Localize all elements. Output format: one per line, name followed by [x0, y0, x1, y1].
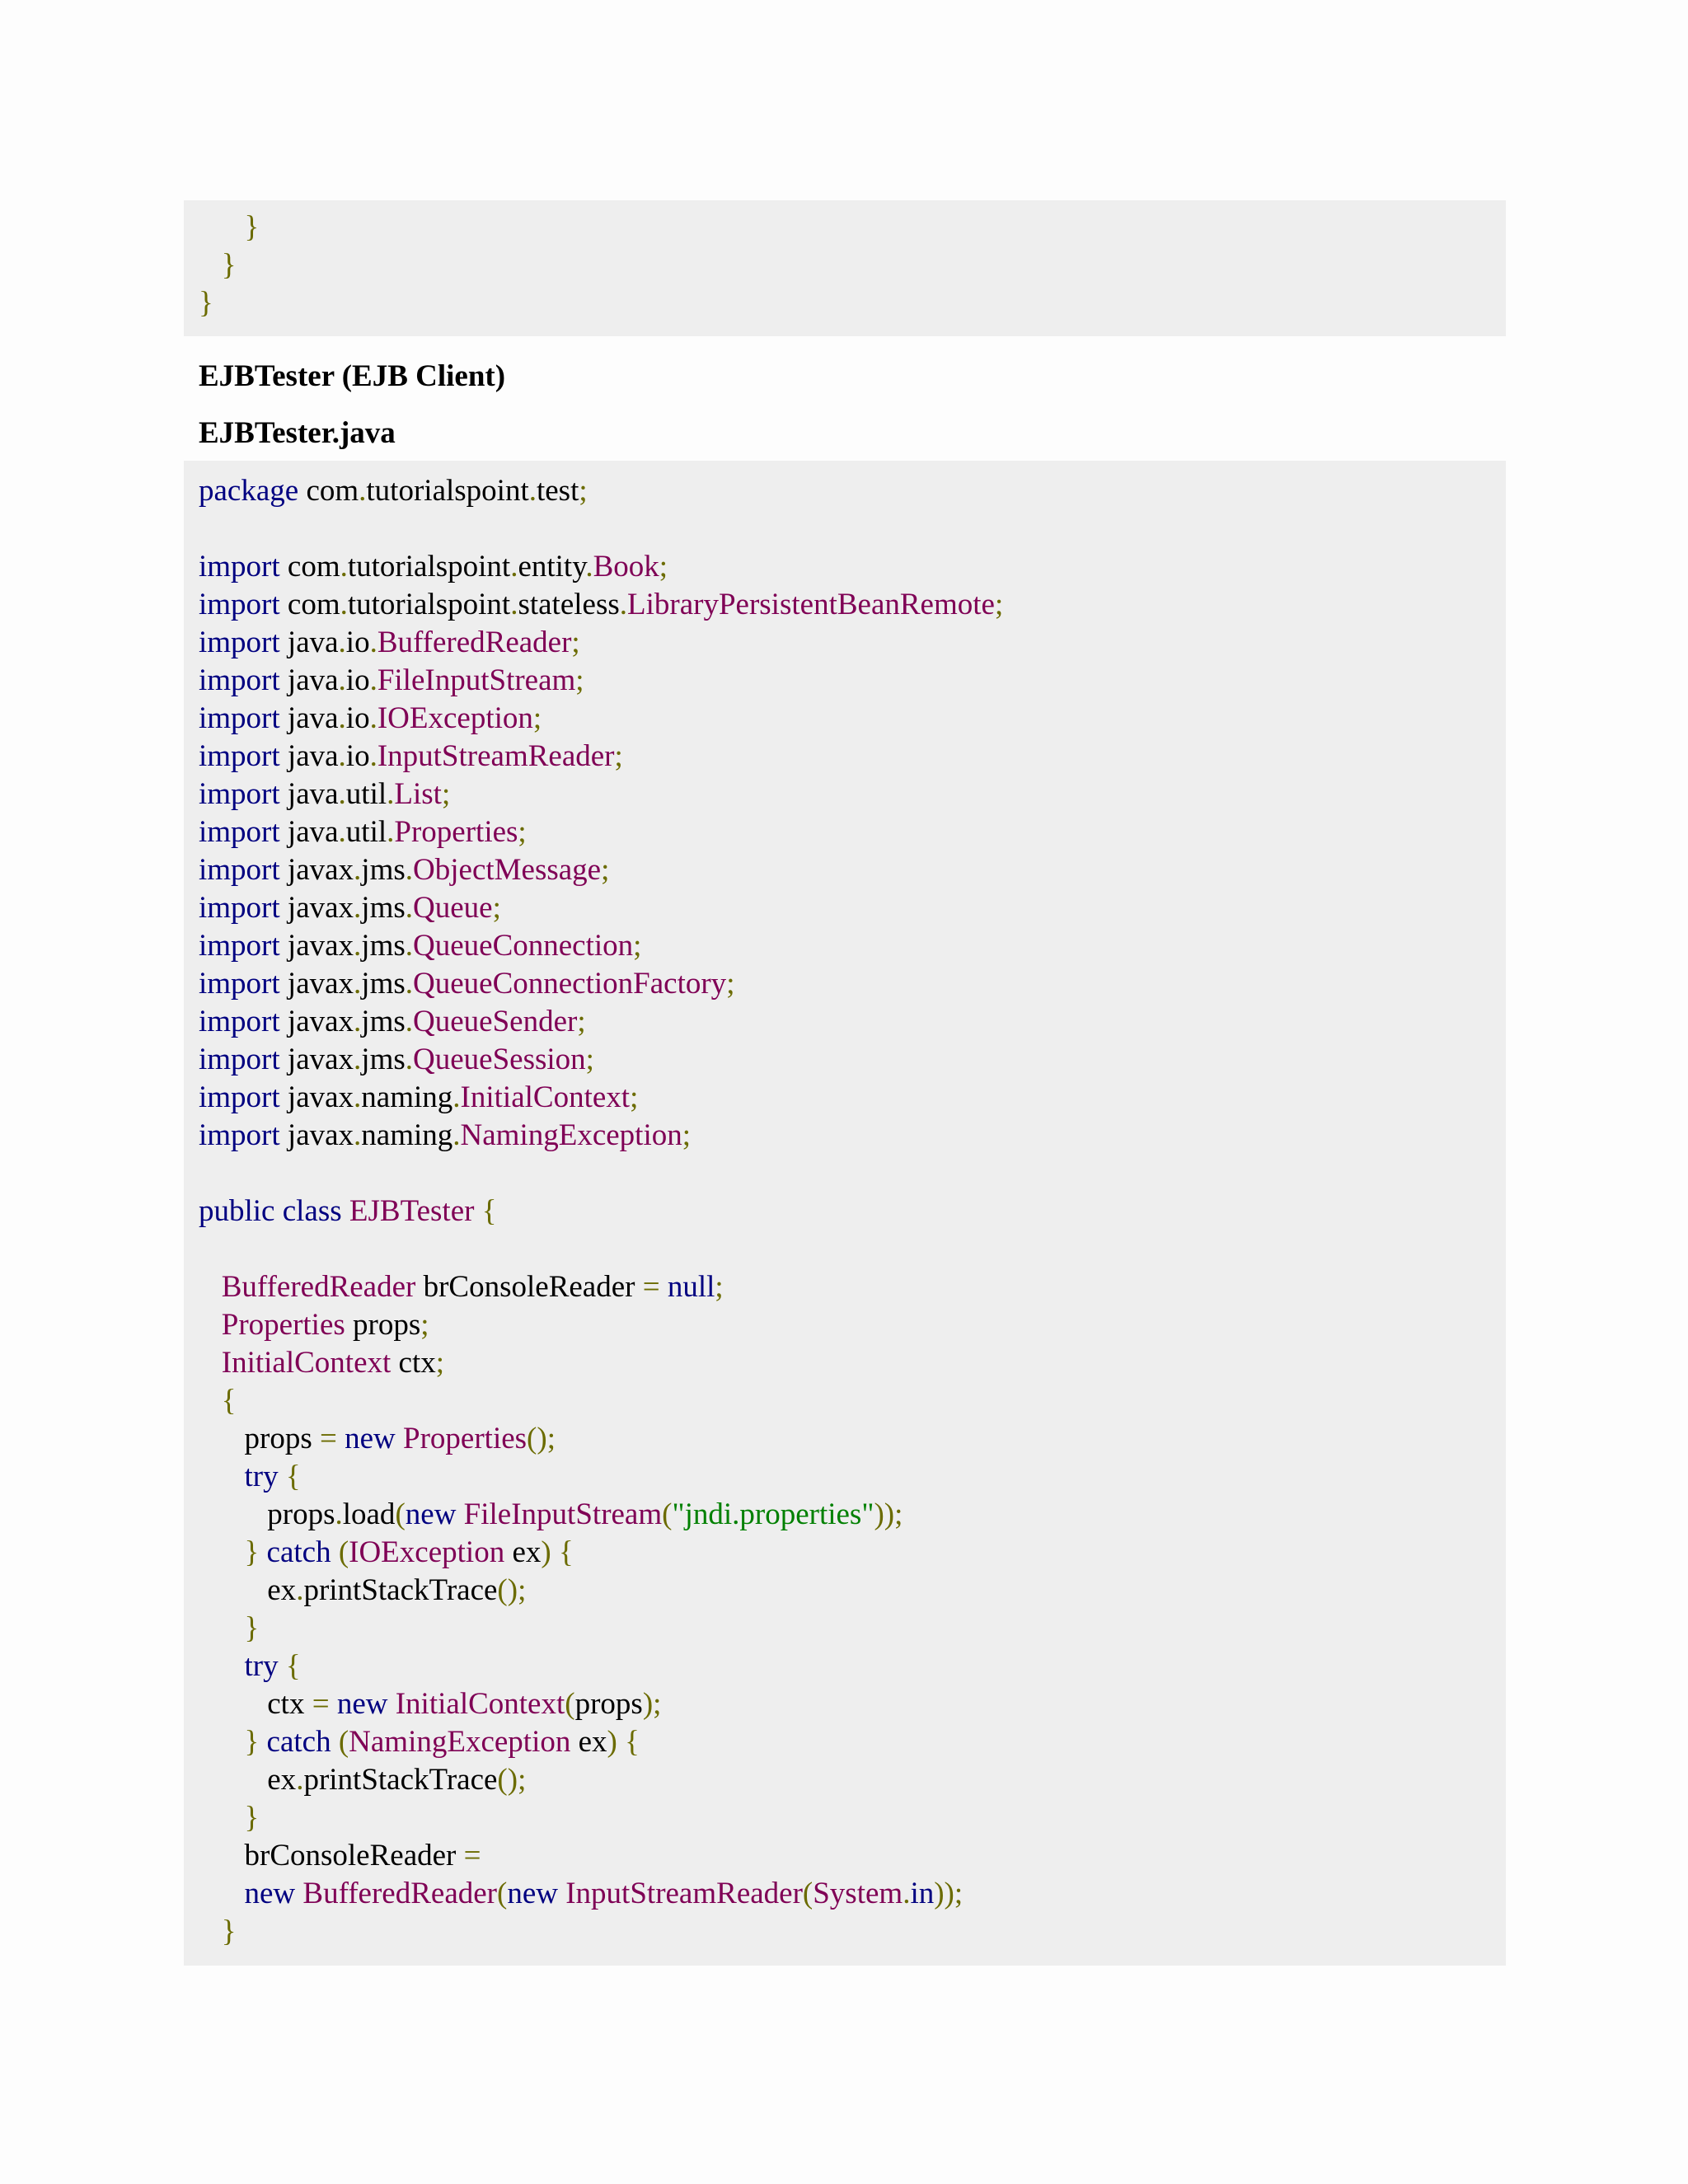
code-text: jms: [361, 967, 406, 1001]
code-text: printStackTrace: [303, 1763, 498, 1797]
code-keyword: new: [336, 1687, 388, 1721]
code-keyword: import: [199, 588, 280, 621]
code-punct: ;: [633, 929, 642, 963]
code-keyword: import: [199, 1043, 280, 1076]
code-punct: ));: [934, 1877, 964, 1910]
code-type: Queue: [413, 891, 493, 925]
code-text: [199, 1801, 245, 1835]
code-text: [199, 1308, 222, 1342]
code-punct: ;: [571, 626, 580, 659]
code-text: ex: [504, 1535, 542, 1569]
code-text: printStackTrace: [303, 1573, 498, 1607]
code-punct: .: [369, 701, 377, 735]
code-punct: .: [359, 474, 367, 508]
code-punct: .: [387, 777, 395, 811]
code-text: java: [279, 777, 339, 811]
code-keyword: import: [199, 929, 280, 963]
code-punct: =: [642, 1270, 660, 1304]
code-line: [199, 1420, 1506, 1458]
code-punct: .: [452, 1080, 461, 1114]
code-text: [396, 1422, 403, 1455]
code-punct: ;: [601, 853, 610, 887]
code-text: props: [345, 1308, 421, 1342]
code-punct: {: [481, 1194, 497, 1228]
code-text: [337, 1422, 345, 1455]
code-text: test: [536, 474, 579, 508]
code-keyword: import: [199, 967, 280, 1001]
code-text: [199, 1877, 245, 1910]
code-text: [199, 1611, 245, 1645]
code-punct: ();: [497, 1573, 527, 1607]
code-text: [259, 1725, 266, 1759]
code-text: io: [345, 626, 370, 659]
code-line: [199, 1647, 1506, 1685]
code-type: NamingException: [460, 1118, 682, 1152]
code-line: [199, 851, 1506, 889]
code-text: javax: [279, 1118, 354, 1152]
code-punct: {: [285, 1460, 301, 1493]
code-punct: {: [558, 1535, 574, 1569]
code-punct: ;: [614, 739, 623, 773]
code-punct: .: [405, 853, 414, 887]
code-text: util: [345, 777, 387, 811]
code-punct: .: [354, 853, 362, 887]
code-punct: .: [452, 1118, 461, 1152]
code-text: jms: [361, 853, 406, 887]
code-text: java: [279, 626, 339, 659]
code-text: [279, 1460, 286, 1493]
code-keyword: package: [199, 474, 299, 508]
code-punct: {: [625, 1725, 640, 1759]
code-punct: );: [642, 1687, 662, 1721]
code-text: [199, 1384, 222, 1418]
code-punct: .: [296, 1573, 304, 1607]
code-type: LibraryPersistentBeanRemote: [627, 588, 995, 621]
code-type: Book: [593, 550, 659, 583]
code-punct: =: [319, 1422, 337, 1455]
code-line: [199, 1458, 1506, 1496]
code-block-continuation: [184, 200, 1506, 336]
code-text: io: [345, 739, 370, 773]
code-keyword: catch: [266, 1535, 331, 1569]
code-line: [199, 813, 1506, 851]
code-text: naming: [361, 1118, 453, 1152]
code-punct: (: [338, 1725, 349, 1759]
code-type: IOException: [377, 701, 533, 735]
code-type: List: [394, 777, 442, 811]
code-text: [259, 1535, 266, 1569]
code-text: com: [279, 550, 340, 583]
code-punct: .: [510, 588, 518, 621]
code-punct: .: [354, 929, 362, 963]
code-block-ejbtester: [184, 461, 1506, 1966]
code-text: io: [345, 701, 370, 735]
code-line: [199, 965, 1506, 1003]
code-keyword: null: [667, 1270, 715, 1304]
code-line: [199, 1041, 1506, 1079]
code-type: Properties: [221, 1308, 345, 1342]
code-line: [199, 1155, 1506, 1193]
code-type: QueueSender: [413, 1005, 578, 1038]
code-line: [199, 927, 1506, 965]
code-line: [199, 1685, 1506, 1723]
code-keyword: import: [199, 777, 280, 811]
code-text: [199, 1346, 222, 1380]
code-line: [199, 776, 1506, 813]
code-punct: .: [296, 1763, 304, 1797]
code-type: FileInputStream: [463, 1497, 663, 1531]
code-punct: }: [221, 1915, 237, 1948]
code-type: InitialContext: [460, 1080, 631, 1114]
code-punct: .: [369, 739, 377, 773]
code-text: javax: [279, 1005, 354, 1038]
code-punct: ;: [630, 1080, 639, 1114]
code-type: FileInputStream: [377, 663, 576, 697]
code-text: java: [279, 815, 339, 849]
code-line: [199, 209, 1506, 246]
code-punct: .: [354, 1005, 362, 1038]
code-text: com: [298, 474, 359, 508]
code-line: [199, 1230, 1506, 1268]
code-text: java: [279, 739, 339, 773]
code-text: [199, 1460, 245, 1493]
code-type: BufferedReader: [377, 626, 572, 659]
code-line: [199, 700, 1506, 738]
code-text: brConsoleReader: [415, 1270, 643, 1304]
code-line: [199, 1913, 1506, 1951]
code-text: javax: [279, 1080, 354, 1114]
code-punct: ();: [497, 1763, 527, 1797]
code-line: [199, 1079, 1506, 1117]
code-type: IOException: [349, 1535, 505, 1569]
code-punct: (: [802, 1877, 814, 1910]
code-punct: .: [340, 550, 348, 583]
code-keyword: import: [199, 891, 280, 925]
code-punct: .: [338, 739, 346, 773]
code-keyword: in: [910, 1877, 935, 1910]
code-punct: (: [338, 1535, 349, 1569]
code-text: javax: [279, 1043, 354, 1076]
code-text: props: [199, 1422, 320, 1455]
code-line: [199, 1496, 1506, 1534]
code-line: [199, 1193, 1506, 1230]
code-keyword: import: [199, 663, 280, 697]
code-line: [199, 662, 1506, 700]
code-line: [199, 1799, 1506, 1837]
code-punct: ));: [874, 1497, 903, 1531]
code-punct: ;: [575, 663, 584, 697]
code-text: [558, 1877, 565, 1910]
code-punct: .: [369, 626, 377, 659]
code-text: [474, 1194, 481, 1228]
code-punct: ;: [715, 1270, 724, 1304]
code-type: Properties: [394, 815, 518, 849]
code-punct: ;: [585, 1043, 594, 1076]
code-punct: ;: [518, 815, 527, 849]
code-keyword: import: [199, 701, 280, 735]
code-text: props: [574, 1687, 643, 1721]
code-text: props: [199, 1497, 335, 1531]
code-string: "jndi.properties": [672, 1497, 874, 1531]
code-text: [551, 1535, 559, 1569]
code-text: [199, 1270, 222, 1304]
code-keyword: import: [199, 739, 280, 773]
code-line: [199, 472, 1506, 510]
code-text: [456, 1497, 463, 1531]
code-punct: .: [405, 1005, 414, 1038]
code-line: [199, 1723, 1506, 1761]
code-line: [199, 1610, 1506, 1647]
code-text: jms: [361, 1005, 406, 1038]
code-punct: }: [199, 210, 260, 244]
code-punct: ;: [726, 967, 735, 1001]
code-text: [199, 1725, 245, 1759]
code-line: [199, 246, 1506, 284]
code-keyword: import: [199, 1005, 280, 1038]
code-text: stateless: [518, 588, 620, 621]
code-keyword: import: [199, 626, 280, 659]
code-text: [199, 1915, 222, 1948]
code-text: [199, 1649, 245, 1683]
code-punct: ): [607, 1725, 617, 1759]
code-text: [387, 1687, 395, 1721]
code-type: InitialContext: [221, 1346, 392, 1380]
code-text: brConsoleReader: [199, 1839, 464, 1872]
code-punct: ): [541, 1535, 551, 1569]
file-name-heading: EJBTester.java: [199, 416, 396, 450]
code-text: com: [279, 588, 340, 621]
code-line: [199, 738, 1506, 776]
code-punct: ();: [527, 1422, 556, 1455]
code-text: [617, 1725, 625, 1759]
code-line: [199, 1534, 1506, 1572]
code-text: tutorialspoint: [347, 588, 511, 621]
code-text: [660, 1270, 668, 1304]
code-text: javax: [279, 891, 354, 925]
code-punct: }: [244, 1801, 260, 1835]
code-line: [199, 1382, 1506, 1420]
code-text: naming: [361, 1080, 453, 1114]
code-type: System: [813, 1877, 903, 1910]
code-punct: .: [354, 891, 362, 925]
code-punct: .: [354, 1118, 362, 1152]
section-heading-client: EJBTester (EJB Client): [199, 359, 506, 393]
code-punct: ;: [532, 701, 542, 735]
code-punct: (: [662, 1497, 673, 1531]
code-keyword: try: [244, 1460, 279, 1493]
code-punct: .: [354, 1043, 362, 1076]
code-type: InputStreamReader: [377, 739, 615, 773]
code-punct: =: [463, 1839, 481, 1872]
code-text: load: [342, 1497, 396, 1531]
code-text: [331, 1535, 339, 1569]
code-keyword: import: [199, 815, 280, 849]
code-text: javax: [279, 967, 354, 1001]
code-punct: (: [395, 1497, 406, 1531]
code-punct: =: [312, 1687, 330, 1721]
code-text: [331, 1725, 339, 1759]
code-line: [199, 1117, 1506, 1155]
code-line: [199, 1306, 1506, 1344]
code-line: [199, 889, 1506, 927]
code-line: [199, 1003, 1506, 1041]
code-punct: }: [244, 1611, 260, 1645]
code-punct: .: [510, 550, 518, 583]
code-keyword: new: [244, 1877, 296, 1910]
code-text: ex: [199, 1573, 297, 1607]
code-type: QueueConnection: [413, 929, 634, 963]
code-text: java: [279, 663, 339, 697]
code-keyword: import: [199, 1118, 280, 1152]
code-text: tutorialspoint: [366, 474, 529, 508]
code-punct: }: [244, 1725, 260, 1759]
code-punct: .: [585, 550, 593, 583]
code-type: EJBTester: [349, 1194, 475, 1228]
code-punct: .: [903, 1877, 911, 1910]
code-punct: .: [338, 815, 346, 849]
code-type: Properties: [403, 1422, 528, 1455]
code-type: InputStreamReader: [565, 1877, 803, 1910]
code-punct: {: [221, 1384, 237, 1418]
code-keyword: try: [244, 1649, 279, 1683]
code-punct: .: [405, 891, 414, 925]
code-line: [199, 1875, 1506, 1913]
code-type: BufferedReader: [302, 1877, 497, 1910]
code-punct: .: [340, 588, 348, 621]
code-text: [330, 1687, 337, 1721]
code-punct: ;: [441, 777, 451, 811]
code-punct: .: [354, 967, 362, 1001]
code-punct: ;: [435, 1346, 445, 1380]
code-punct: .: [335, 1497, 343, 1531]
code-text: jms: [361, 1043, 406, 1076]
code-punct: ;: [682, 1118, 692, 1152]
code-text: javax: [279, 929, 354, 963]
code-line: [199, 1837, 1506, 1875]
code-punct: ;: [579, 474, 588, 508]
code-punct: .: [405, 929, 414, 963]
code-text: [199, 1535, 245, 1569]
code-type: InitialContext: [395, 1687, 565, 1721]
code-punct: .: [338, 701, 346, 735]
code-text: ex: [199, 1763, 297, 1797]
code-punct: .: [338, 663, 346, 697]
code-punct: ;: [577, 1005, 586, 1038]
code-line: [199, 586, 1506, 624]
code-type: BufferedReader: [221, 1270, 416, 1304]
code-punct: ;: [994, 588, 1004, 621]
code-line: [199, 548, 1506, 586]
code-keyword: import: [199, 853, 280, 887]
code-type: QueueSession: [413, 1043, 586, 1076]
code-text: ctx: [391, 1346, 436, 1380]
code-text: jms: [361, 891, 406, 925]
code-punct: .: [405, 1043, 414, 1076]
code-text: tutorialspoint: [347, 550, 511, 583]
code-text: jms: [361, 929, 406, 963]
code-line: [199, 1572, 1506, 1610]
code-punct: ;: [492, 891, 501, 925]
code-text: entity: [518, 550, 586, 583]
code-punct: .: [619, 588, 628, 621]
code-punct: .: [338, 626, 346, 659]
code-type: ObjectMessage: [413, 853, 602, 887]
code-punct: .: [528, 474, 537, 508]
code-punct: (: [497, 1877, 508, 1910]
code-keyword: catch: [266, 1725, 331, 1759]
code-punct: ;: [659, 550, 668, 583]
code-keyword: new: [345, 1422, 396, 1455]
code-keyword: public class: [199, 1194, 342, 1228]
code-text: io: [345, 663, 370, 697]
code-line: [199, 510, 1506, 548]
code-line: [199, 1344, 1506, 1382]
code-line: [199, 624, 1506, 662]
code-text: ex: [570, 1725, 607, 1759]
code-punct: }: [199, 248, 237, 282]
code-punct: .: [354, 1080, 362, 1114]
code-text: ctx: [199, 1687, 312, 1721]
code-text: [342, 1194, 349, 1228]
code-line: [199, 1761, 1506, 1799]
code-keyword: import: [199, 550, 280, 583]
code-punct: {: [285, 1649, 301, 1683]
code-line: [199, 284, 1506, 322]
code-punct: }: [244, 1535, 260, 1569]
code-punct: .: [369, 663, 377, 697]
code-punct: .: [405, 967, 414, 1001]
code-text: javax: [279, 853, 354, 887]
code-keyword: new: [405, 1497, 457, 1531]
code-punct: (: [565, 1687, 575, 1721]
code-punct: .: [387, 815, 395, 849]
code-type: QueueConnectionFactory: [413, 967, 727, 1001]
code-text: [279, 1649, 286, 1683]
code-keyword: import: [199, 1080, 280, 1114]
code-keyword: new: [507, 1877, 558, 1910]
code-punct: }: [199, 286, 213, 320]
code-type: NamingException: [349, 1725, 571, 1759]
code-text: java: [279, 701, 339, 735]
code-line: [199, 1268, 1506, 1306]
code-punct: .: [338, 777, 346, 811]
code-text: util: [345, 815, 387, 849]
code-punct: ;: [420, 1308, 429, 1342]
